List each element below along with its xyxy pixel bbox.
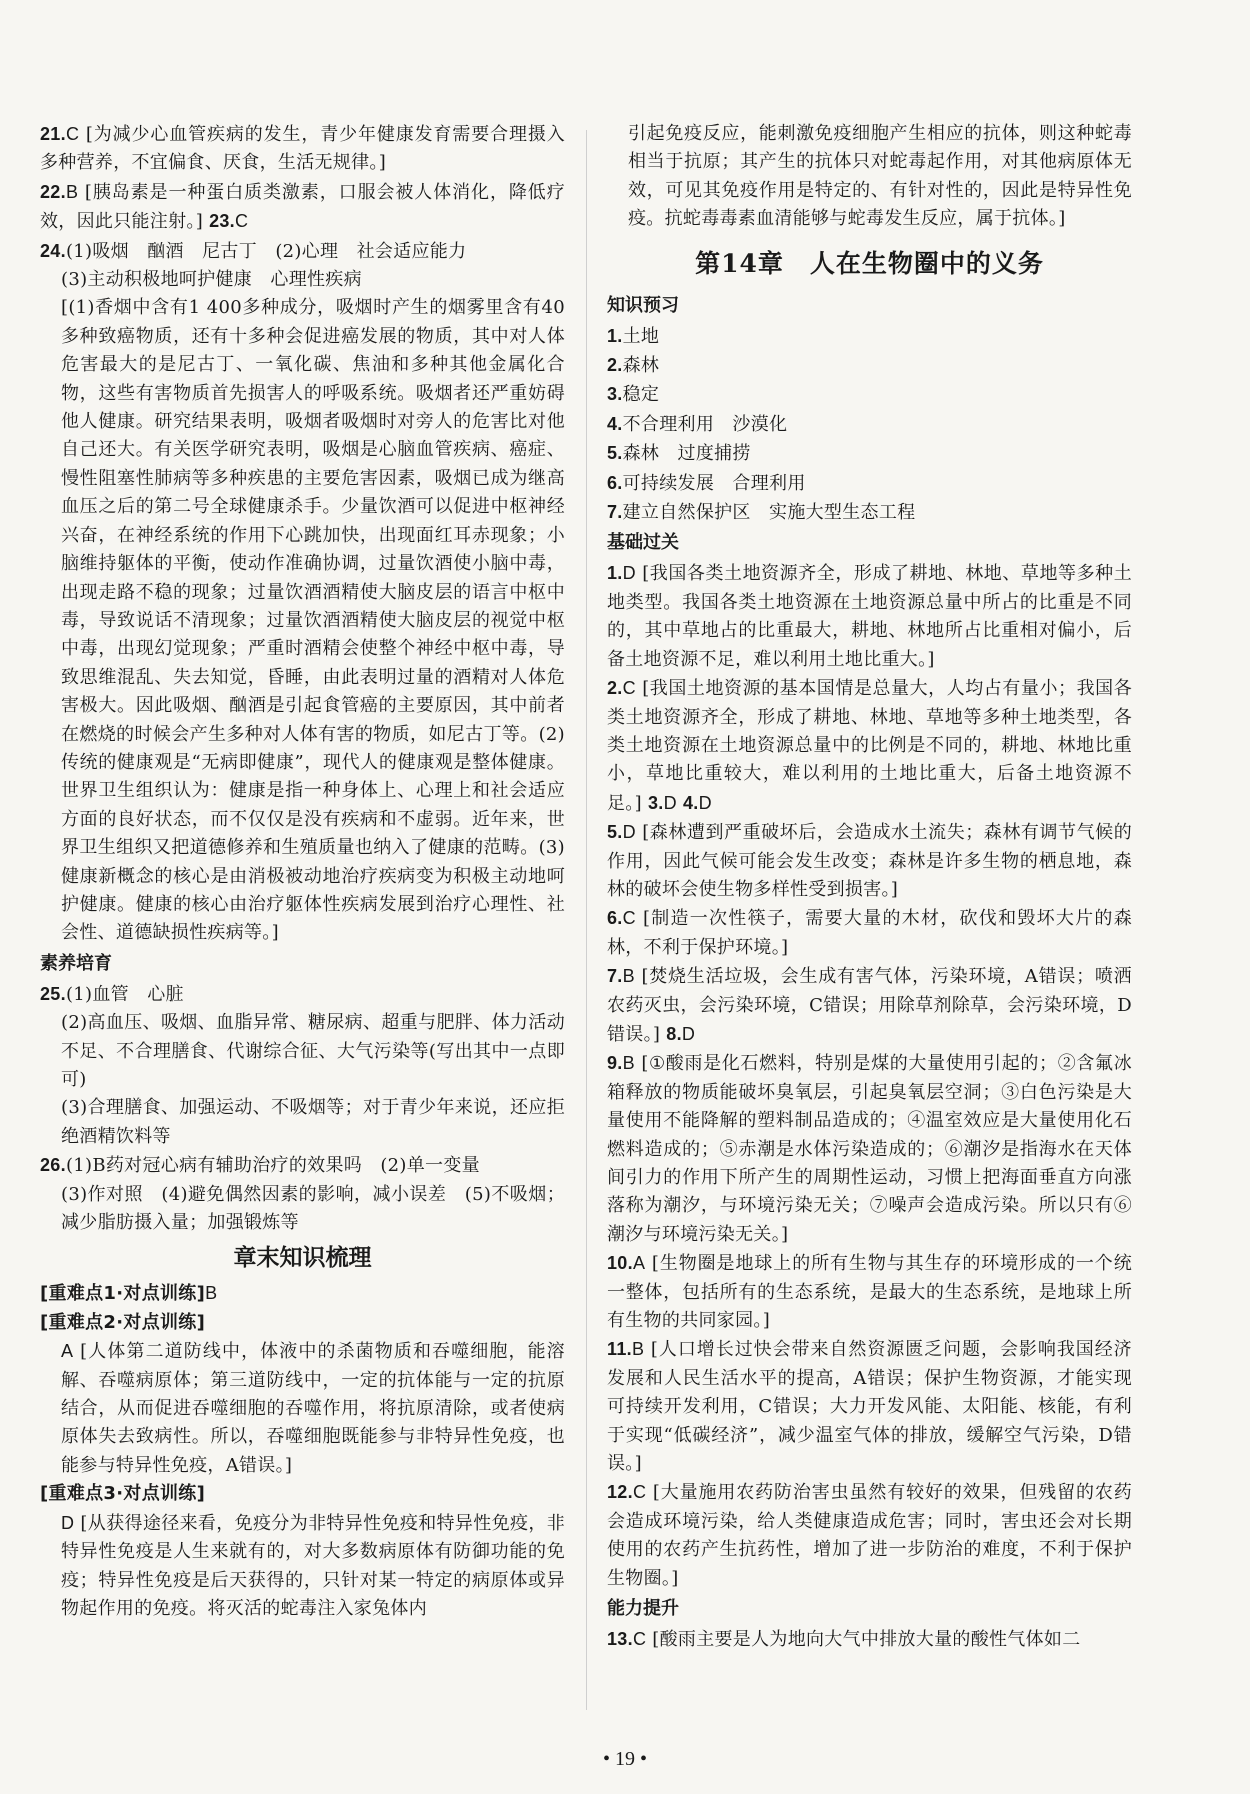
answer-25: 25.(1)血管 心脏 [40,983,184,1005]
preview-item: 1.土地 [607,325,660,347]
answer-25-p2: (2)高血压、吸烟、血脂异常、糖尿病、超重与肥胖、体力活动不足、不合理膳食、代谢综合征、大气污染等(写出其中一点即可) [61,1012,565,1090]
section-preview: 知识预习 [607,294,679,316]
answer-r12: 12.C [大量施用农药防治害虫虽然有较好的效果，但残留的农药会造成环境污染，给人类健康造成危害；同时，害虫还会对长期使用的农药产生抗药性，增加了进一步防治的难度，不利于保护生物圈。] [607,1482,1132,1589]
answer-24-line2: (3)主动积极地呵护健康 心理性疾病 [61,269,362,291]
preview-item: 4.不合理利用 沙漠化 [607,413,788,435]
answer-r7: 7.B [焚烧生活垃圾，会生成有害气体，污染环境，A错误；喷洒农药灭虫，会污染环境，C错误；用除草剂除草，会污染环境，D错误。] 8.D [607,966,1132,1045]
summary-heading: 章末知识梳理 [233,1245,372,1272]
answer-21: 21.C [为减少心血管疾病的发生，青少年健康发育需要合理摄入多种营养，不宜偏食、厌食，生活无规律。] [40,124,565,174]
key-point-1: [重难点1·对点训练]B [40,1283,218,1305]
answer-r2: 2.C [我国土地资源的基本国情是总量大，人均占有量小；我国各类土地资源齐全，形成了耕地、林地、草地等多种土地类型，各类土地资源在土地资源总量中的比例是不同的，耕地、林地比重小，草地比重较大，难以利用的土地比重大，后备土地资源不足。] 3.D 4.D [607,678,1132,814]
key-point-3: D [从获得途径来看，免疫分为非特异性免疫和特异性免疫，非特异性免疫是人生来就有的，对大多数病原体有防御功能的免疫；特异性免疫是后天获得的，只针对某一特定的病原体或异物起作用的免疫。将灭活的蛇毒注入家兔体内 [61,1512,566,1619]
answer-r5: 5.D [森林遭到严重破坏后，会造成水土流失；森林有调节气候的作用，因此气候可能会发生改变；森林是许多生物的栖息地，森林的破坏会使生物多样性受到损害。] [607,822,1132,900]
answer-r9: 9.B [①酸雨是化石燃料，特别是煤的大量使用引起的；②含氟冰箱释放的物质能破坏臭氧层，引起臭氧层空洞；③白色污染是大量使用不能降解的塑料制品造成的；④温室效应是大量使用化石燃料造成的；⑤赤潮是水体污染造成的；⑥潮汐是指海水在天体间引力的作用下所产生的周期性运动，习惯上把海面垂直方向涨落称为潮汐，与环境污染无关；⑦噪声会造成污染。所以只有⑥潮汐与环境污染无关。] [607,1053,1132,1245]
answer-22: 22.B [胰岛素是一种蛋白质类激素，口服会被人体消化，降低疗效，因此只能注射。] 23.C [40,181,565,233]
preview-item: 2.森林 [607,355,660,377]
chapter-title: 第14章 人在生物圈中的义务 [695,248,1044,278]
key-point-3-tag: [重难点3·对点训练] [40,1483,206,1505]
answer-r1: 1.D [我国各类土地资源齐全，形成了耕地、林地、草地等多种土地类型。我国各类土地资源在土地资源总量中所占的比重是不同的，其中草地占的比重最大，耕地、林地所占比重相对偏小，后备土地资源不足，难以利用土地比重大。] [607,563,1132,670]
answer-26-p2: (3)作对照 (4)避免偶然因素的影响，减小误差 (5)不吸烟；减少脂肪摄入量；加强锻炼等 [61,1183,565,1234]
section-basic: 基础过关 [607,532,679,554]
section-suyang: 素养培育 [40,952,112,974]
answer-25-p3: (3)合理膳食、加强运动、不吸烟等；对于青少年来说，还应拒绝酒精饮料等 [61,1097,565,1147]
answer-24-explanation: [(1)香烟中含有1 400多种成分，吸烟时产生的烟雾里含有40多种致癌物质，还有十多种会促进癌发展的物质，其中对人体危害最大的是尼古丁、一氧化碳、焦油和多种其他金属化合物，这些有害物质首先损害人的呼吸系统。吸烟者还严重妨碍他人健康。研究结果表明，吸烟者吸烟时对旁人的危害比对他自己还大。有关医学研究表明，吸烟是心脑血管疾病、癌症、慢性阻塞性肺病等多种疾患的主要危害因素，吸烟已成为继高血压之后的第二号全球健康杀手。少量饮酒可以促进中枢神经兴奋，在神经系统的作用下心跳加快，出现面红耳赤现象；小脑维持躯体的平衡，使动作准确协调，过量饮酒使小脑中毒，出现走路不稳的现象；过量饮酒酒精使大脑皮层的语言中枢中毒，导致说话不清现象；过量饮酒酒精使大脑皮层的视觉中枢中毒，出现幻觉现象；严重时酒精会使整个神经中枢中毒，导致思维混乱、失去知觉，昏睡，由此表明过量的酒精对人体危害极大。因此吸烟、酗酒是引起食管癌的主要原因，其中前者在燃烧的时候会产生多种对人体有害的物质，如尼古丁等。(2)传统的健康观是“无病即健康”，现代人的健康观是整体健康。世界卫生组织认为：健康是指一种身体上、心理上和社会适应方面的良好状态，而不仅仅是没有疾病和不虚弱。近年来，世界卫生组织又把道德修养和生殖质量也纳入了健康的范畴。(3)健康新概念的核心是由消极被动地治疗疾病变为积极主动地呵护健康。健康的核心由治疗躯体性疾病发展到治疗心理性、社会性、道德缺损性疾病等。] [61,297,565,944]
preview-item: 6.可持续发展 合理利用 [607,472,806,494]
answer-r10: 10.A [生物圈是地球上的所有生物与其生存的环境形成的一个统一整体，包括所有的生态系统，是最大的生态系统，是地球上所有生物的共同家园。] [607,1253,1132,1332]
section-ability: 能力提升 [607,1598,679,1620]
answer-26: 26.(1)B药对冠心病有辅助治疗的效果吗 (2)单一变量 [40,1155,480,1177]
left-column [40,120,565,1623]
preview-list [607,322,1132,528]
key-point-2-tag: [重难点2·对点训练] [40,1311,206,1333]
preview-item: 5.森林 过度捕捞 [607,443,751,465]
right-column [607,120,1132,1655]
preview-item: 3.稳定 [607,384,660,406]
preview-item: 7.建立自然保护区 实施大型生态工程 [607,502,916,524]
answer-r13: 13.C [酸雨主要是人为地向大气中排放大量的酸性气体如二 [607,1629,1081,1651]
continued-explanation: 引起免疫反应，能刺激免疫细胞产生相应的抗体，则这种蛇毒相当于抗原；其产生的抗体只对蛇毒起作用，对其他病原体无效，可见其免疫作用是特定的、有针对性的，因此是特异性免疫。抗蛇毒毒素血清能够与蛇毒发生反应，属于抗体。] [628,123,1132,230]
column-divider [586,130,587,1710]
answer-r6: 6.C [制造一次性筷子，需要大量的木材，砍伐和毁坏大片的森林，不利于保护环境。] [607,908,1132,958]
answer-24: 24.(1)吸烟 酗酒 尼古丁 (2)心理 社会适应能力 [40,240,467,262]
page-number: • 19 • [602,1748,647,1770]
key-point-2: A [人体第二道防线中，体液中的杀菌物质和吞噬细胞，能溶解、吞噬病原体；第三道防线中，一定的抗体能与一定的抗原结合，从而促进吞噬细胞的吞噬作用，将抗原清除，或者使病原体失去致病性。所以，吞噬细胞既能参与非特异性免疫，也能参与特异性免疫，A错误。] [61,1341,565,1476]
answer-r11: 11.B [人口增长过快会带来自然资源匮乏问题，会影响我国经济发展和人民生活水平的提高，A错误；保护生物资源，才能实现可持续开发利用，C错误；大力开发风能、太阳能、核能，有利于实现“低碳经济”，减少温室气体的排放，缓解空气污染，D错误。] [607,1339,1132,1475]
